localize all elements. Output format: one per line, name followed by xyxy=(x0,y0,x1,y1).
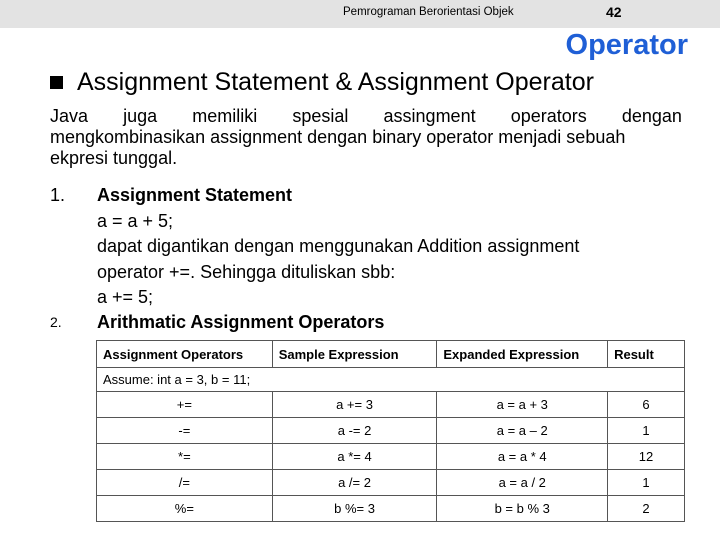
intro-word: juga xyxy=(123,106,158,126)
table-row xyxy=(97,418,685,444)
section-heading: Assignment Statement & Assignment Operator xyxy=(77,68,594,96)
table-cell: a += 3 xyxy=(272,392,437,418)
table-cell: a -= 2 xyxy=(272,418,437,444)
table-cell: b = b % 3 xyxy=(437,496,608,522)
item-1-line: a += 5; xyxy=(97,287,154,307)
item-2-title: Arithmatic Assignment Operators xyxy=(97,312,385,332)
operators-table xyxy=(96,340,685,522)
intro-word: operators xyxy=(510,106,587,126)
course-title: Pemrograman Berorientasi Objek xyxy=(343,6,514,18)
table-assume-row xyxy=(97,368,685,392)
square-bullet-icon xyxy=(50,76,63,89)
table-cell: 2 xyxy=(608,496,685,522)
item-1-line: operator +=. Sehingga dituliskan sbb: xyxy=(97,261,396,282)
table-cell: a = a / 2 xyxy=(437,470,608,496)
assume-note: Assume: int a = 3, b = 11; xyxy=(97,368,685,392)
table-cell: 1 xyxy=(608,470,685,496)
header-bar xyxy=(0,0,720,28)
table-cell: 12 xyxy=(608,444,685,470)
table-cell: a = a * 4 xyxy=(437,444,608,470)
table-cell: b %= 3 xyxy=(272,496,437,522)
intro-word: spesial xyxy=(292,106,349,126)
intro-word: memiliki xyxy=(192,106,258,126)
intro-word: Java xyxy=(50,106,89,126)
table-cell: %= xyxy=(97,496,273,522)
table-cell: += xyxy=(97,392,273,418)
table-cell: *= xyxy=(97,444,273,470)
table-cell: 6 xyxy=(608,392,685,418)
table-header-row xyxy=(97,341,685,368)
table-header-cell: Assignment Operators xyxy=(97,341,273,368)
item-1-title: Assignment Statement xyxy=(97,185,293,205)
item-number: 1. xyxy=(50,185,66,205)
table-row xyxy=(97,392,685,418)
intro-paragraph xyxy=(50,106,682,169)
table-cell: 1 xyxy=(608,418,685,444)
page-number: 42 xyxy=(606,4,622,20)
table-header-cell: Result xyxy=(608,341,685,368)
table-cell: a /= 2 xyxy=(272,470,437,496)
table-cell: /= xyxy=(97,470,273,496)
table-cell: a = a – 2 xyxy=(437,418,608,444)
intro-word: dengan xyxy=(621,106,682,126)
table-header-cell: Sample Expression xyxy=(272,341,437,368)
table-cell: a *= 4 xyxy=(272,444,437,470)
table-header-cell: Expanded Expression xyxy=(437,341,608,368)
item-1-line: dapat digantikan dengan menggunakan Addition assignment xyxy=(97,236,580,256)
item-1-body xyxy=(97,183,579,311)
table-cell: a = a + 3 xyxy=(437,392,608,418)
intro-line-3: ekpresi tunggal. xyxy=(50,148,178,168)
intro-line-2: mengkombinasikan assignment dengan binary operator menjadi sebuah xyxy=(50,127,626,147)
slide-title: Operator xyxy=(565,29,688,61)
table-row xyxy=(97,444,685,470)
table-cell: -= xyxy=(97,418,273,444)
intro-line-1 xyxy=(50,106,682,127)
table-row xyxy=(97,496,685,522)
table-row xyxy=(97,470,685,496)
item-1-line: a = a + 5; xyxy=(97,210,174,231)
intro-word: assingment xyxy=(383,106,476,126)
item-number: 2. xyxy=(50,314,62,330)
